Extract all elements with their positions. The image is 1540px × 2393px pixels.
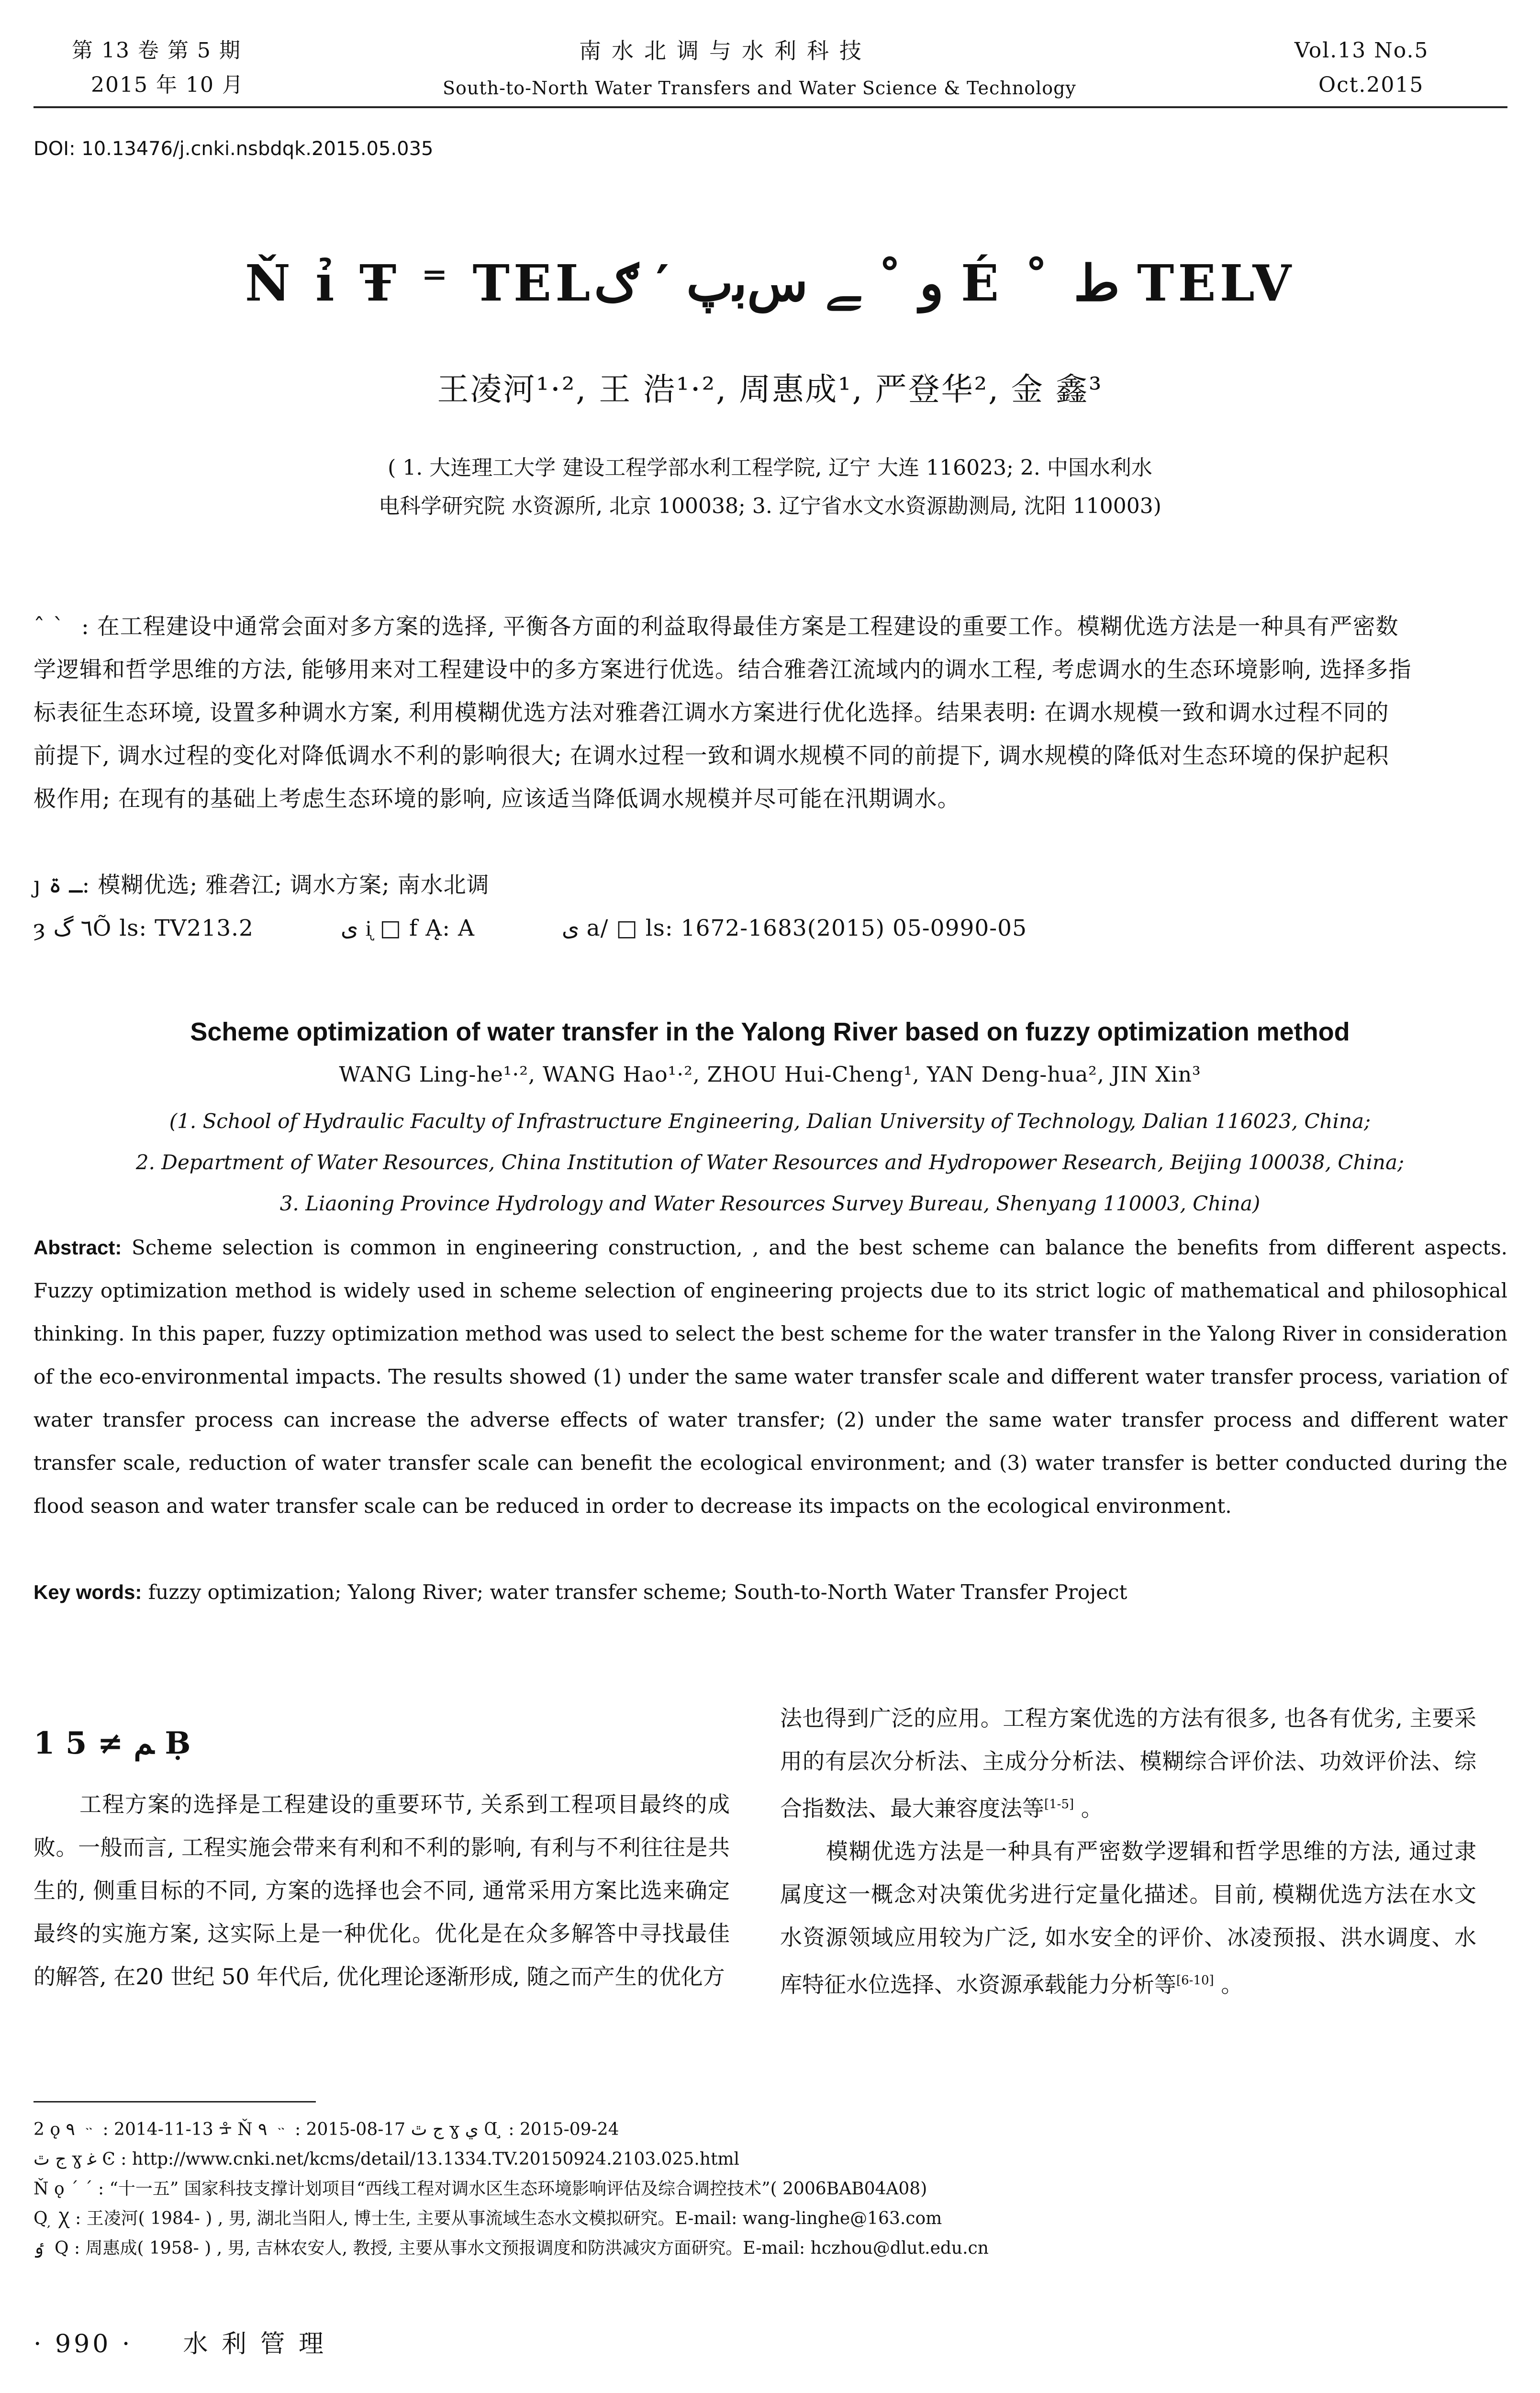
keywords-cn-label: ȷ ـ ۃ [33, 872, 82, 898]
english-authors: WANG Ling-he¹·², WANG Hao¹·², ZHOU Hui-Cheng¹, YAN Deng-hua², JIN Xin³ [339, 1062, 1201, 1087]
intro-right-1-end: 。 [1074, 1795, 1103, 1822]
header-rule [33, 106, 1507, 108]
keywords-cn-text: : 模糊优选; 雅砻江; 调水方案; 南水北调 [82, 872, 490, 898]
footnote-corresponding-author: ٶ ̦ Q : 周惠成( 1958- ) , 男, 吉林农安人, 教授, 主要从事水文预报调度和防洪减灾方面研究。E-mail: hczhou@dlut.edu.cn [33, 2238, 989, 2258]
header-vol-no-en: Vol.13 No.5 [1294, 38, 1429, 63]
header-journal-cn: 南水北调与水利科技 [579, 38, 872, 64]
citation-1-5: [1-5] [1044, 1797, 1074, 1812]
header-date: 2015 年 10 月 [91, 73, 244, 97]
english-affiliation-2: 2. Department of Water Resources, China Institution of Water Resources and Hydropower Research, Beijing 100038, China; [135, 1151, 1405, 1174]
classification-line [33, 907, 1412, 950]
article-id-value: : 1672-1683(2015) 05-0990-05 [665, 915, 1027, 941]
clc-label: ȝ ٦ گÕ ls [33, 915, 139, 941]
doc-code-value: : A [442, 915, 475, 941]
footnote-funding: Ň ǫ ´ ˊ : “十一五” 国家科技支撑计划项目“西线工程对调水区生态环境影响评估及综合调控技术”( 2006BAB04A08) [33, 2179, 927, 2199]
left-column [33, 1783, 730, 1998]
header-volume-issue: 第 13 卷 第 5 期 [72, 38, 241, 63]
doi: DOI: 10.13476/j.cnki.nsbdqk.2015.05.035 [33, 138, 434, 160]
english-abstract-label: Abstract: [33, 1236, 122, 1259]
citation-6-10: [6-10] [1176, 1973, 1214, 1988]
footnote-rule [33, 2101, 316, 2102]
keywords-cn [33, 864, 1412, 907]
authors: 王凌河¹·², 王 浩¹·², 周惠成¹, 严登华², 金 鑫³ [437, 371, 1103, 408]
abstract-cn-text: : 在工程建设中通常会面对多方案的选择, 平衡各方面的利益取得最佳方案是工程建设的重要工作。模糊优选方法是一种具有严密数学逻辑和哲学思维的方法, 能够用来对工程建设中的多方案进行优选。结合雅砻江流域内的调水工程, 考虑调水的生态环境影响, 选择多指标表征生态环境, 设置多种调水方案, 利用模糊优选方法对雅砻江调水方案进行优化选择。结果表明: 在调水规模一致和调水过程不同的前提下, 调水过程的变化对降低调水不利的影响很大; 在调水过程一致和调水规模不同的前提下, 调水规模的降低对生态环境的保护起积极作用; 在现有的基础上考虑生态环境的影响, 应该适当降低调水规模并尽可能在汛期调水。 [33, 614, 1412, 812]
english-affiliation-1: (1. School of Hydraulic Faculty of Infrastructure Engineering, Dalian University of Technology, Dalian 116023, China; [169, 1109, 1371, 1133]
english-affiliation-3: 3. Liaoning Province Hydrology and Water Resources Survey Bureau, Shenyang 110003, China) [279, 1192, 1261, 1215]
abstract-cn-label: ˆ ˋ [33, 614, 65, 640]
intro-right-2-end: 。 [1214, 1971, 1243, 1998]
intro-paragraph-right-1 [780, 1697, 1476, 1830]
intro-right-2-text: 模糊优选方法是一种具有严密数学逻辑和哲学思维的方法, 通过隶属度这一概念对决策优劣进行定量化描述。目前, 模糊优选方法在水文水资源领域应用较为广泛, 如水安全的评价、冰凌预报、洪水调度、水库特征水位选择、水资源承载能力分析等 [780, 1838, 1476, 1998]
english-keywords-label: Key words: [33, 1581, 142, 1603]
affiliation-line-1: ( 1. 大连理工大学 建设工程学部水利工程学院, 辽宁 大连 116023; 2. 中国水利水 [388, 456, 1152, 480]
intro-paragraph-left: 工程方案的选择是工程建设的重要环节, 关系到工程项目最终的成败。一般而言, 工程实施会带来有利和不利的影响, 有利与不利往往是共生的, 侧重目标的不同, 方案的选择也会不同, 通常采用方案比选来确定最终的实施方案, 这实际上是一种优化。优化是在众多解答中寻找最佳的解答, 在20 世纪 50 年代后, 优化理论逐渐形成, 随之而产生的优化方 [33, 1791, 730, 1990]
header-date-en: Oct.2015 [1318, 73, 1424, 97]
english-keywords-text: fuzzy optimization; Yalong River; water transfer scheme; South-to-North Water Transfer Project [142, 1580, 1127, 1604]
header-journal-en: South-to-North Water Transfers and Water Science & Technology [443, 78, 1076, 99]
abstract-cn [33, 605, 1412, 821]
footnote-first-author: Q ̦ Ꭓ : 王凌河( 1984- ) , 男, 湖北当阳人, 博士生, 主要从事流域生态水文模拟研究。E-mail: wang-linghe@163.com [33, 2209, 942, 2228]
footnote-dates: 2 ǫ ٩ ᆢ : 2014-11-13 ᡱ Ň ٩ ᆢ : 2015-08-17 ج ﭢ ɣ ي Ɑ ̧ : 2015-09-24 [33, 2120, 619, 2139]
intro-paragraph-right-2 [780, 1830, 1476, 2006]
page-footer [33, 2324, 326, 2359]
footer-journal-section: 水 利 管 理 [183, 2330, 327, 2359]
section-1-heading: 1 ﻢ ≠ 5 Ḅ [33, 1725, 191, 1761]
doc-code-label: ى ᶖ □ f Ą [340, 915, 443, 941]
intro-right-1-text: 法也得到广泛的应用。工程方案优选的方法有很多, 也各有优劣, 主要采用的有层次分析法、主成分分析法、模糊综合评价法、功效评价法、综合指数法、最大兼容度法等 [780, 1705, 1476, 1822]
article-id-label: ى a∕ □ ls [561, 915, 665, 941]
english-title: Scheme optimization of water transfer in the Yalong River based on fuzzy optimization method [190, 1018, 1350, 1046]
footnote-online-url: ج ﭢ ɣ ﻏ Ͼ : http://www.cnki.net/kcms/detail/13.1334.TV.20150924.2103.025.html [33, 2149, 740, 2169]
english-keywords [33, 1571, 1507, 1614]
english-abstract [33, 1226, 1507, 1528]
right-column [780, 1697, 1476, 2006]
paper-title: Ň ỉ Ŧ ⁼ TELو ˚ ﮯ ﺱﺑﭖ ′ ګ É ˚ ط TELV [245, 254, 1295, 313]
clc-value: : TV213.2 [139, 915, 254, 941]
english-abstract-text: Scheme selection is common in engineering construction, , and the best scheme can balance the benefits from different aspects. Fuzzy optimization method is widely used in scheme selection of engineering projects due to its strict logic of mathematical and philosophical thinking. In this paper, fuzzy optimization method was used to select the best scheme for the water transfer in the Yalong River in consideration of the eco-environmental impacts. The results showed (1) under the same water transfer scale and different water transfer process, variation of water transfer process can increase the adverse effects of water transfer; (2) under the same water transfer process and different water transfer scale, reduction of water transfer scale can benefit the ecological environment; and (3) water transfer is better conducted during the flood season and water transfer scale can be reduced in order to decrease its impacts on the ecological environment. [33, 1236, 1507, 1518]
affiliation-line-2: 电科学研究院 水资源所, 北京 100038; 3. 辽宁省水文水资源勘测局, 沈阳 110003) [379, 494, 1161, 518]
page-number: · 990 · [33, 2330, 133, 2359]
